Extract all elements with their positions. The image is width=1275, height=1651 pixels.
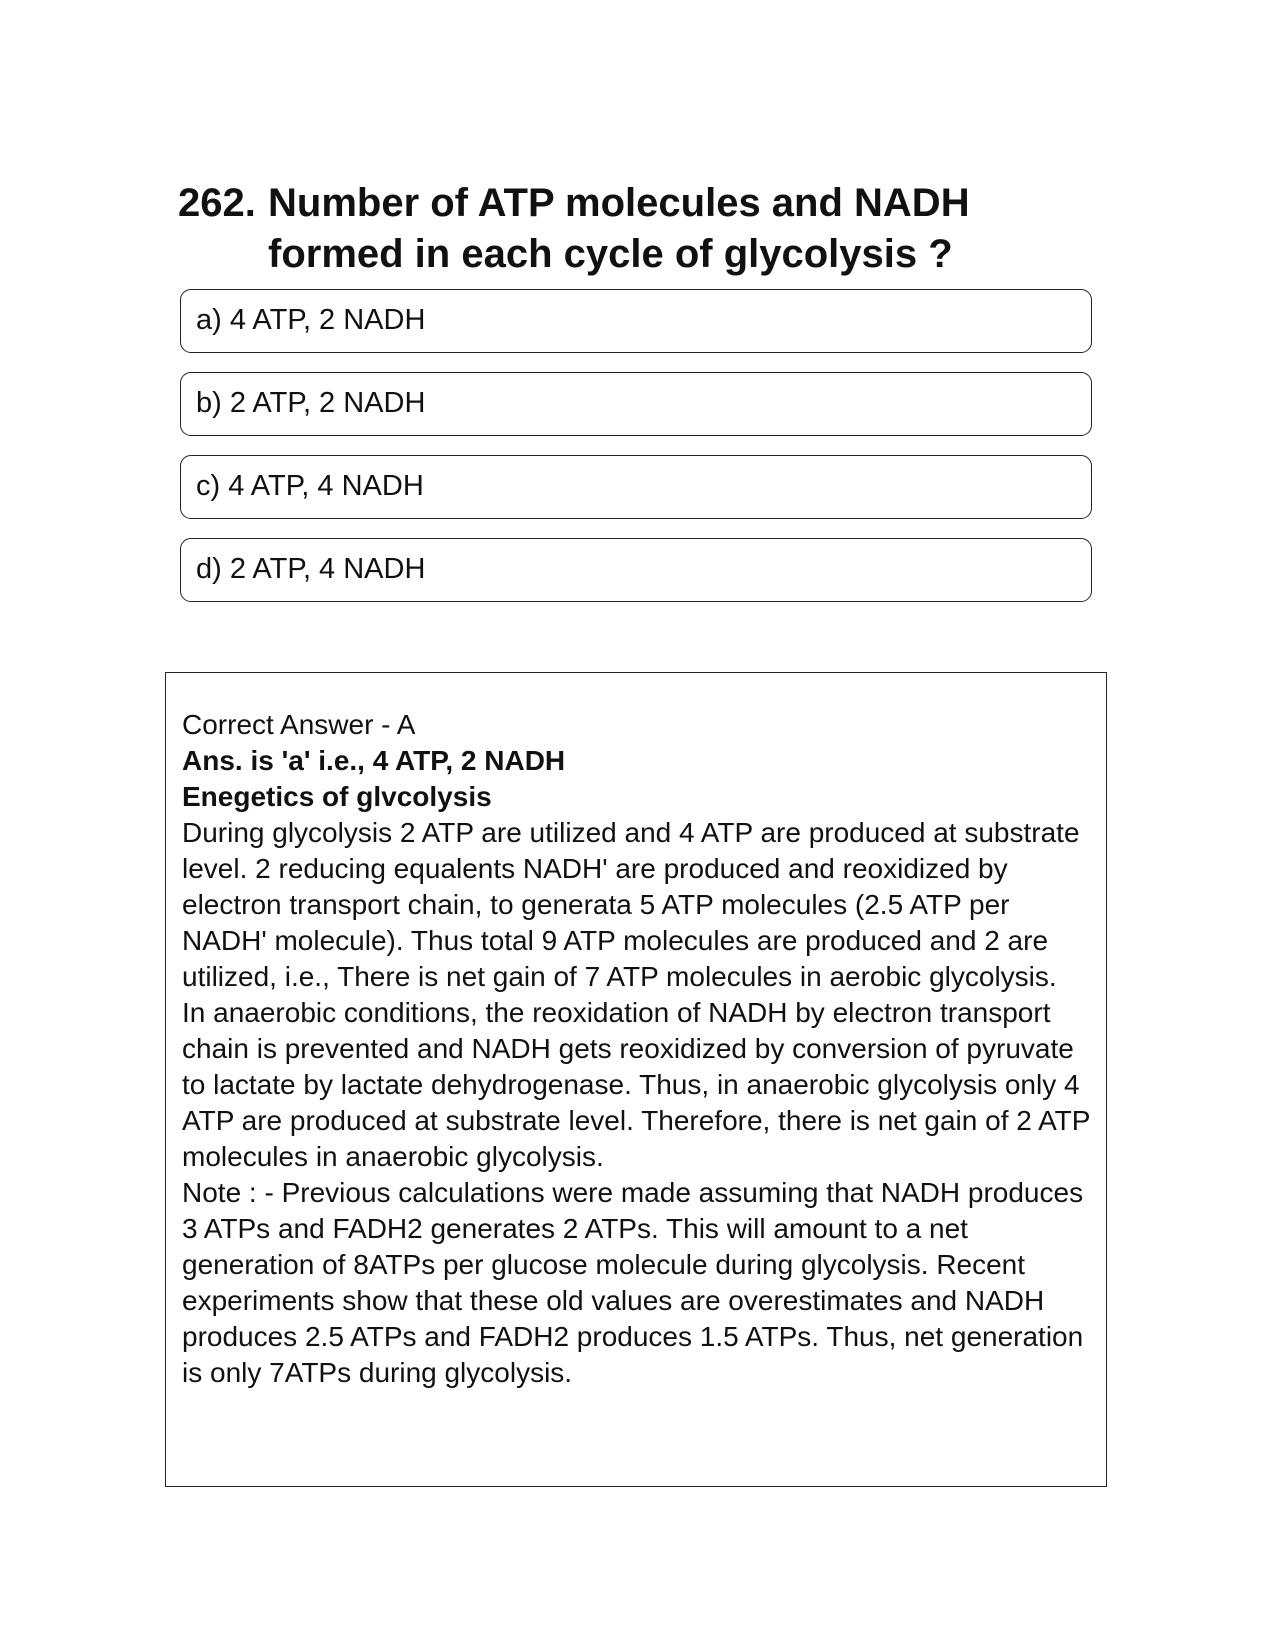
option-c[interactable]: c) 4 ATP, 4 NADH bbox=[180, 455, 1092, 519]
explanation-paragraph-anaerobic: In anaerobic conditions, the reoxidation of NADH by electron transport chain is prevented and NADH gets reoxidized by conversion of pyruvate to lactate by lactate dehydrogenase. Thus, in anaerobic glycolysis only 4 ATP are produced at substrate level. Therefore, there is net gain of 2 ATP molecules in anaerobic glycolysis. bbox=[182, 997, 1090, 1172]
question-heading bbox=[178, 178, 1078, 280]
correct-answer-label: Correct Answer - A bbox=[182, 709, 416, 740]
option-d[interactable]: d) 2 ATP, 4 NADH bbox=[180, 538, 1092, 602]
answer-statement: Ans. is 'a' i.e., 4 ATP, 2 NADH bbox=[182, 745, 566, 776]
explanation-heading: Enegetics of glvcolysis bbox=[182, 781, 492, 812]
option-b[interactable]: b) 2 ATP, 2 NADH bbox=[180, 372, 1092, 436]
explanation-note: Note : - Previous calculations were made assuming that NADH produces 3 ATPs and FADH2 generates 2 ATPs. This will amount to a net generation of 8ATPs per glucose molecule during glycolysis. Recent experiments show that these old values are overestimates and NADH produces 2.5 ATPs and FADH2 produces 1.5 ATPs. Thus, net generation is only 7ATPs during glycolysis. bbox=[182, 1177, 1084, 1388]
question-number: 262. bbox=[178, 181, 256, 225]
answer-explanation-box bbox=[165, 672, 1107, 1487]
option-a[interactable]: a) 4 ATP, 2 NADH bbox=[180, 289, 1092, 353]
explanation-paragraph-aerobic: During glycolysis 2 ATP are utilized and 4 ATP are produced at substrate level. 2 reducing equalents NADH' are produced and reoxidized by electron transport chain, to generata 5 ATP molecules (2.5 ATP per NADH' molecule). Thus total 9 ATP molecules are produced and 2 are utilized, i.e., There is net gain of 7 ATP molecules in aerobic glycolysis. bbox=[182, 817, 1080, 992]
question-text: Number of ATP molecules and NADH formed in each cycle of glycolysis ? bbox=[268, 181, 970, 276]
